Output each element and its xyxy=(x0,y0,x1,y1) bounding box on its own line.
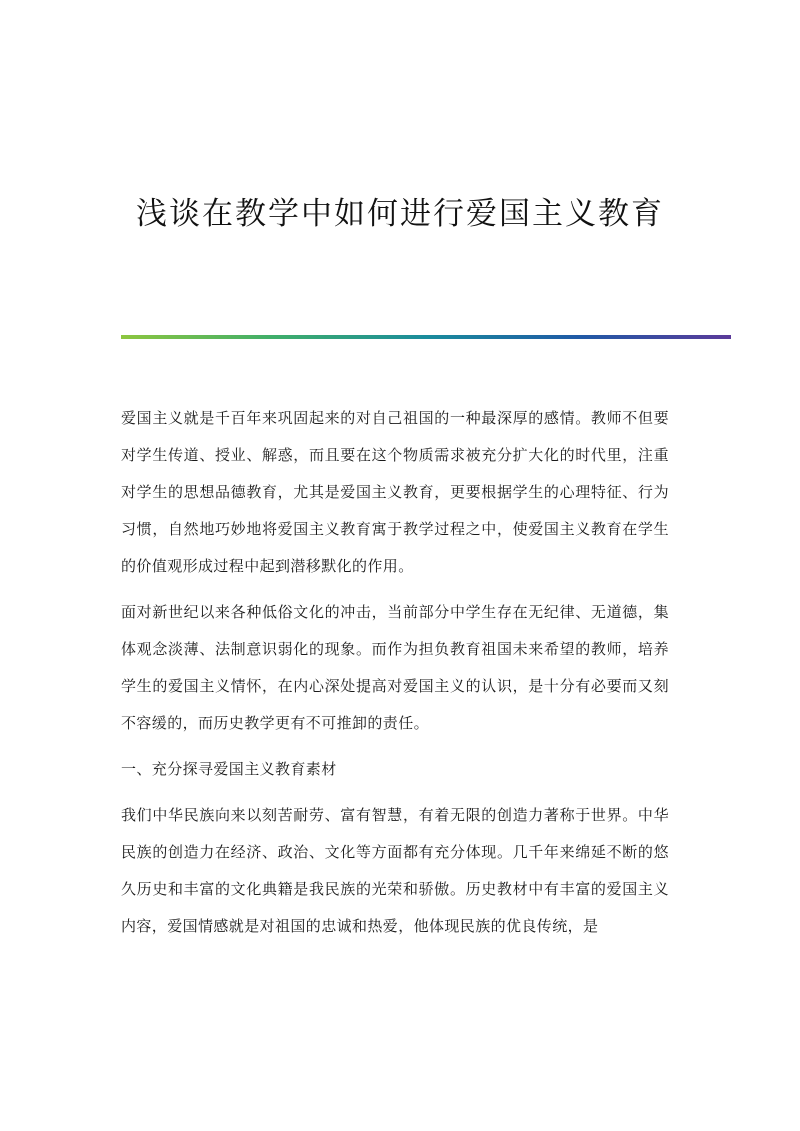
document-title: 浅谈在教学中如何进行爱国主义教育 xyxy=(136,196,664,232)
paragraph-intro: 爱国主义就是千百年来巩固起来的对自己祖国的一种最深厚的感情。教师不但要对学生传道、授业、解惑，而且要在这个物质需求被充分扩大化的时代里，注重对学生的思想品德教育，尤其是爱国主义教育，更要根据学生的心理特征、行为习惯，自然地巧妙地将爱国主义教育寓于教学过程之中，使爱国主义教育在学生的价值观形成过程中起到潜移默化的作用。 xyxy=(121,409,669,575)
section-heading: 一、充分探寻爱国主义教育素材 xyxy=(121,760,337,778)
title-divider xyxy=(121,335,731,339)
paragraph-context: 面对新世纪以来各种低俗文化的冲击，当前部分中学生存在无纪律、无道德，集体观念淡薄、法制意识弱化的现象。而作为担负教育祖国未来希望的教师，培养学生的爱国主义情怀，在内心深处提高对爱国主义的认识，是十分有必要而又刻不容缓的，而历史教学更有不可推卸的责任。 xyxy=(121,603,669,732)
paragraph-section-1: 我们中华民族向来以刻苦耐劳、富有智慧，有着无限的创造力著称于世界。中华民族的创造力在经济、政治、文化等方面都有充分体现。几千年来绵延不断的悠久历史和丰富的文化典籍是我民族的光荣和骄傲。历史教材中有丰富的爱国主义内容，爱国情感就是对祖国的忠诚和热爱，他体现民族的优良传统，是 xyxy=(121,806,669,935)
document-body xyxy=(121,400,669,954)
